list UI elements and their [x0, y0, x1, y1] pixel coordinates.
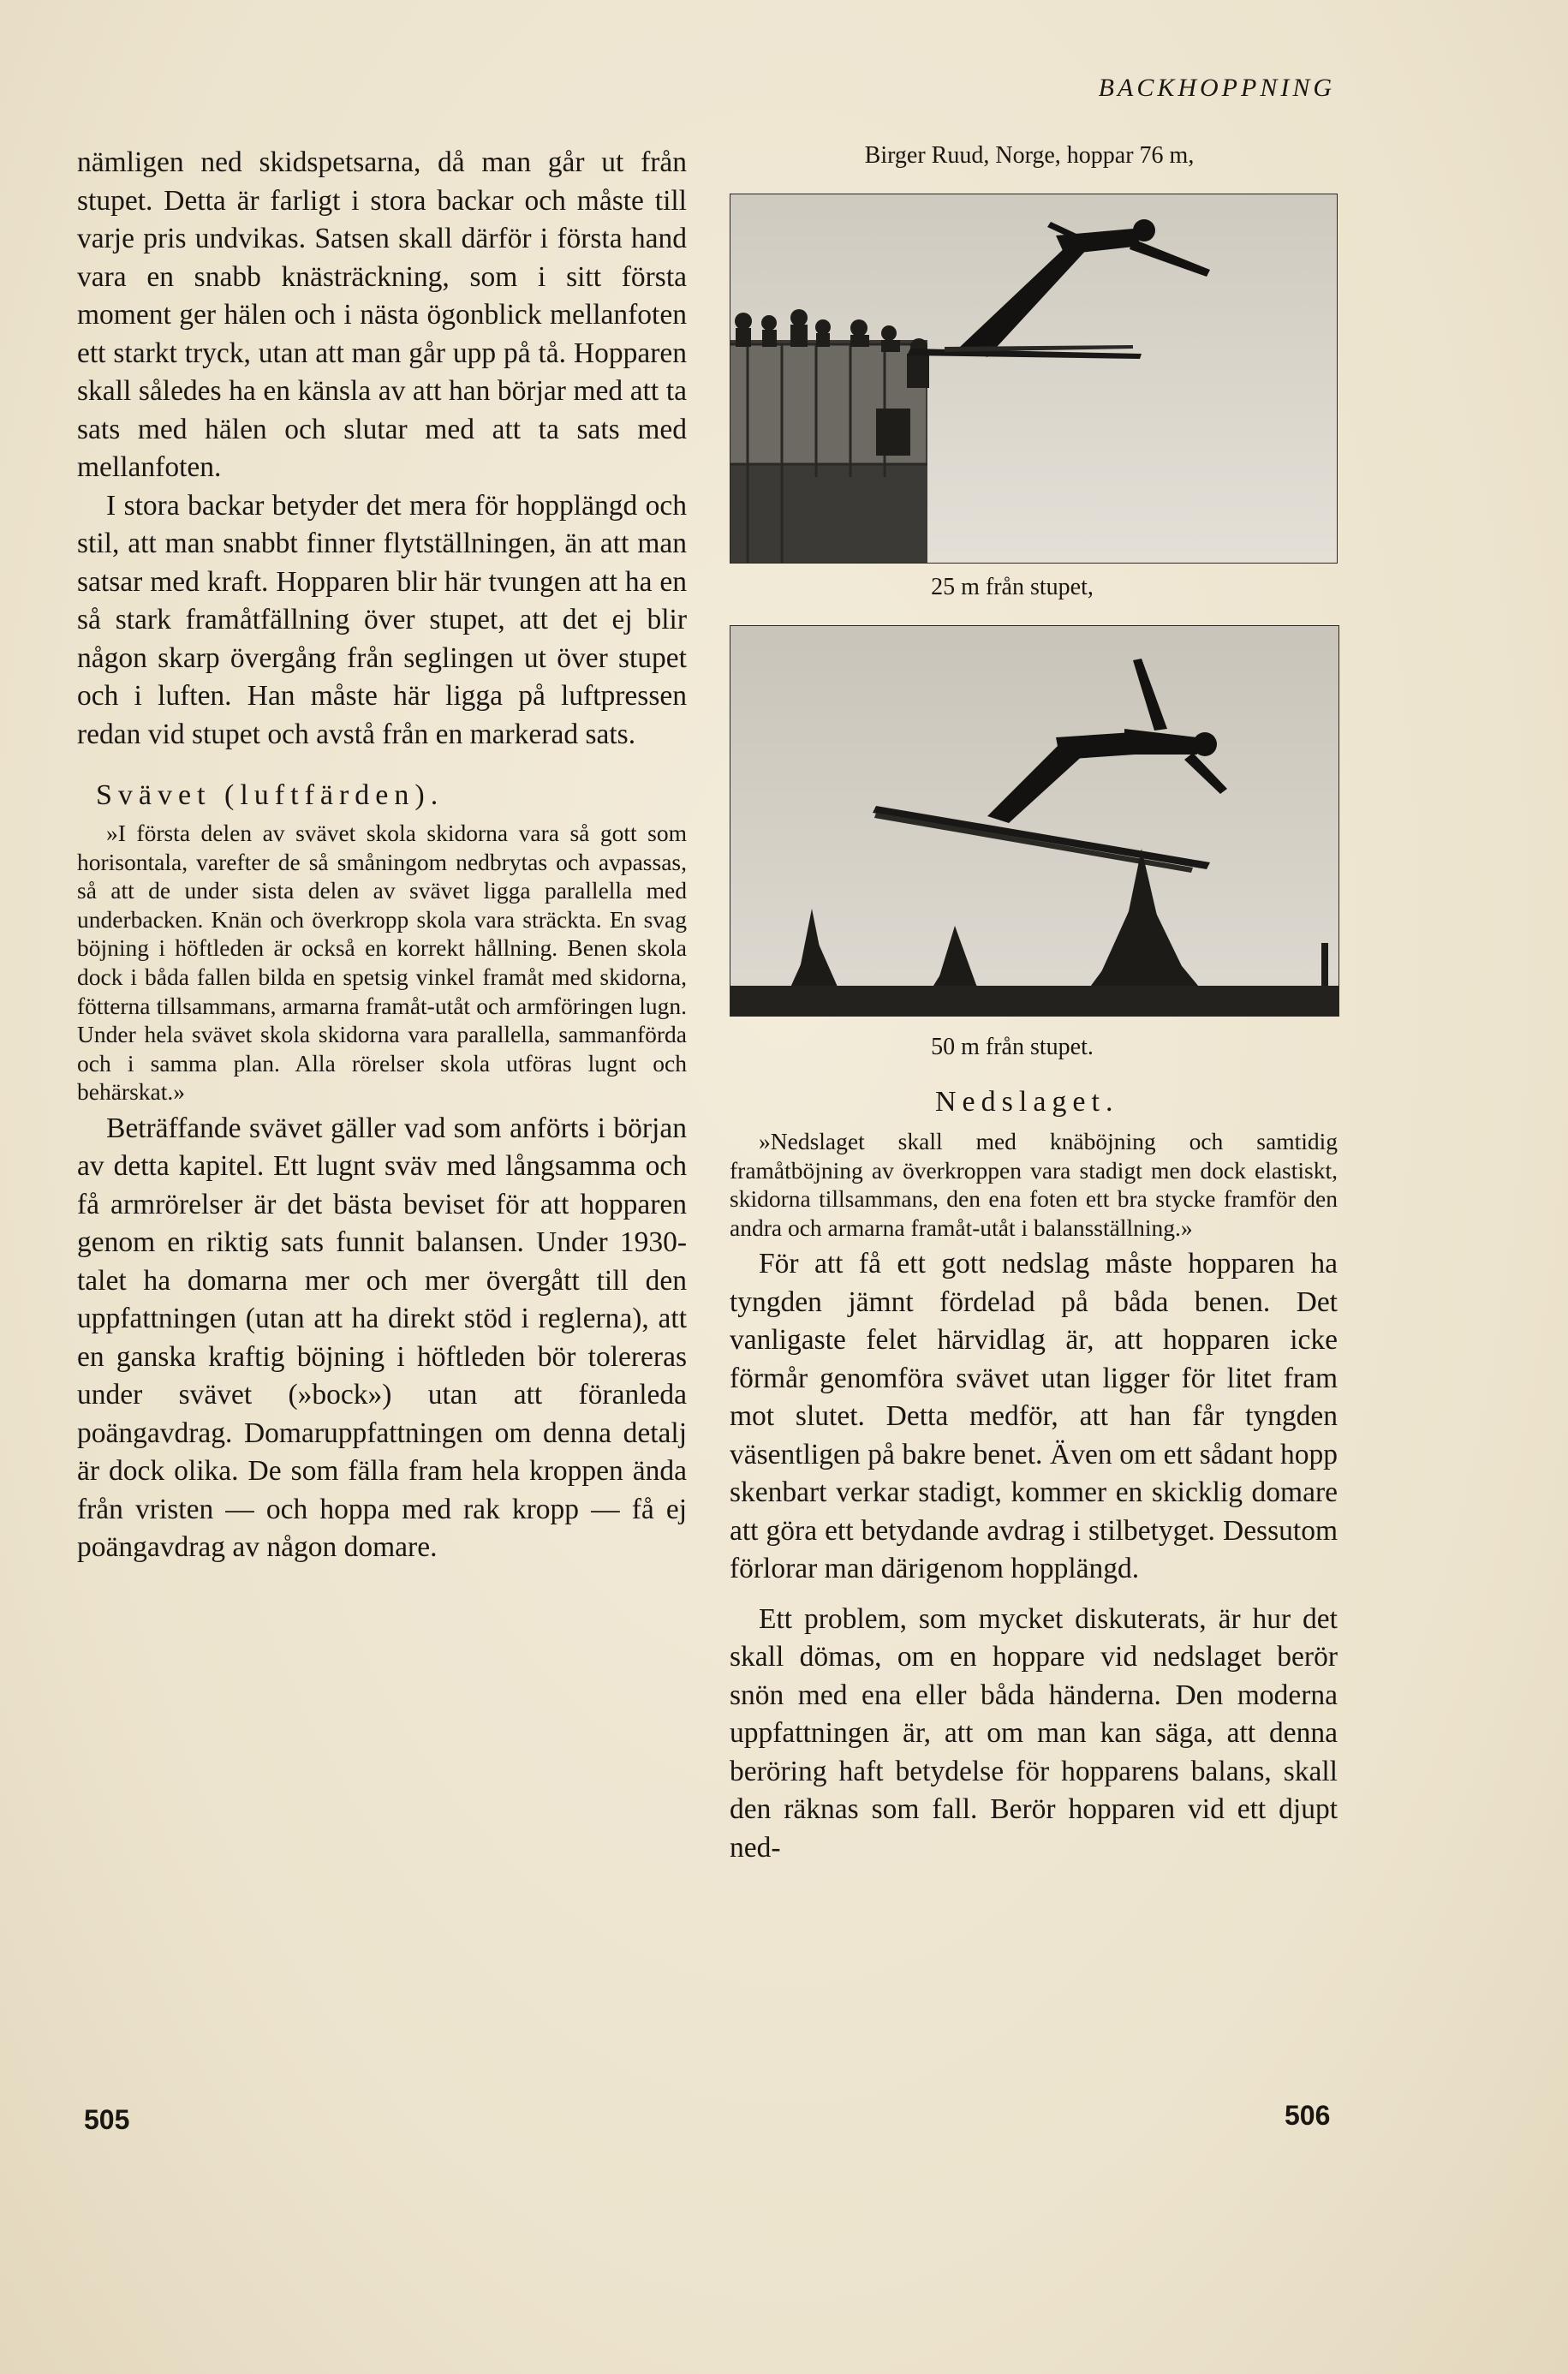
- caption-bottom: 50 m från stupet.: [931, 1034, 1094, 1060]
- right-quote-regulation: »Nedslaget skall med knäböjning och samtidig framåtböjning av överkroppen vara stadigt men dock elastiskt, skidorna tillsammans, den ena foten ett bra stycke framför den andra och armarna framåt-utåt i balansställning.»: [730, 1128, 1338, 1241]
- photo-1-image: [730, 194, 1337, 563]
- right-paragraph-2: Ett problem, som mycket diskuterats, är hur det skall dömas, om en hoppare vid nedslaget berör snön med ena eller båda händerna. Den moderna uppfattningen är, att om man kan säga, att denna beröring haft betydelse för hopparens balans, skall den räknas som fall. Berör hopparen vid ett djupt ned-: [730, 1602, 1338, 1864]
- section-heading-nedslaget: Nedslaget.: [935, 1086, 1119, 1118]
- right-paragraph-1: För att få ett gott nedslag måste hopparen ha tyngden jämnt fördelad på båda benen. Det vanligaste felet härvidlag är, att hopparen icke förmår genomföra svävet utan ligger för litet fram mot slutet. Detta medför, att han får tyngden väsentligen på bakre benet. Även om ett sådant hopp skenbart verkar stadigt, kommer en skicklig domare att göra ett betydande avdrag i stilbetyget. Dessutom förlorar man därigenom hopplängd.: [730, 1248, 1338, 1585]
- caption-top: Birger Ruud, Norge, hoppar 76 m,: [864, 142, 1195, 169]
- section-heading-svavet: Svävet (luftfärden).: [96, 779, 444, 811]
- photo-jumper-at-takeoff: [730, 194, 1338, 564]
- page-number-right: 506: [1285, 2100, 1331, 2131]
- left-quote-regulation: »I första delen av svävet skola skidorna vara så gott som horisontala, varefter de så småningom nedbrytas och avpassas, så att de under sista delen av svävet ligga parallella med underbacken. Knän och överkropp skola vara sträckta. En svag böjning i höftleden är också en korrekt hållning. Benen skola dock i båda fallen bilda en spetsig vinkel framåt med skidorna, fötterna tillsammans, armarna framåt-utåt och armföringen lugn. Under hela svävet skola skidorna vara parallella, sammanförda och i samma plan. Alla rörelser skola utföras lugnt och behärskat.»: [77, 820, 687, 1106]
- photo-jumper-in-flight: [730, 625, 1339, 1017]
- page-number-left: 505: [84, 2104, 130, 2135]
- photo-2-image: [730, 626, 1338, 1016]
- left-paragraph-1: nämligen ned skidspetsarna, då man går ut från stupet. Detta är farligt i stora backar och måste till varje pris undvikas. Satsen skall därför i första hand vara en snabb knästräckning, som i sitt första moment ger hälen och i nästa ögonblick mellanfoten ett starkt tryck, utan att man går upp på tå. Hopparen skall således ha en känsla av att han börjar med att ta sats med hälen och slutar med att ta sats med mellanfoten.: [77, 146, 687, 483]
- left-column: [77, 144, 687, 1567]
- left-paragraph-3: Beträffande svävet gäller vad som anförts i början av detta kapitel. Ett lugnt sväv med långsamma och få armrörelser är det bästa beviset för att hopparen genom en riktig sats funnit balansen. Under 1930-talet ha domarna mer och mer övergått till den uppfattningen (utan att ha direkt stöd i reglerna), att en ganska kraftig böjning i höftleden bör tolereras under svävet (»bock») utan att föranleda poängavdrag. Domaruppfattningen om denna detalj är dock olika. De som fälla fram hela kroppen ända från vristen — och hoppa med rak kropp — få ej poängavdrag av någon domare.: [77, 1112, 687, 1564]
- right-column-text: [730, 1086, 1338, 1867]
- running-header: BACKHOPPNING: [1098, 74, 1335, 102]
- left-paragraph-2: I stora backar betyder det mera för hopplängd och stil, att man snabbt finner flytställningen, än att man satsar med kraft. Hopparen blir här tvungen att ha en så stark framåtfällning över stupet, att det ej blir någon skarp övergång från seglingen ut över stupet och i luften. Han måste här ligga på luftpressen redan vid stupet och avstå från en markerad sats.: [77, 489, 687, 750]
- caption-middle: 25 m från stupet,: [931, 574, 1094, 600]
